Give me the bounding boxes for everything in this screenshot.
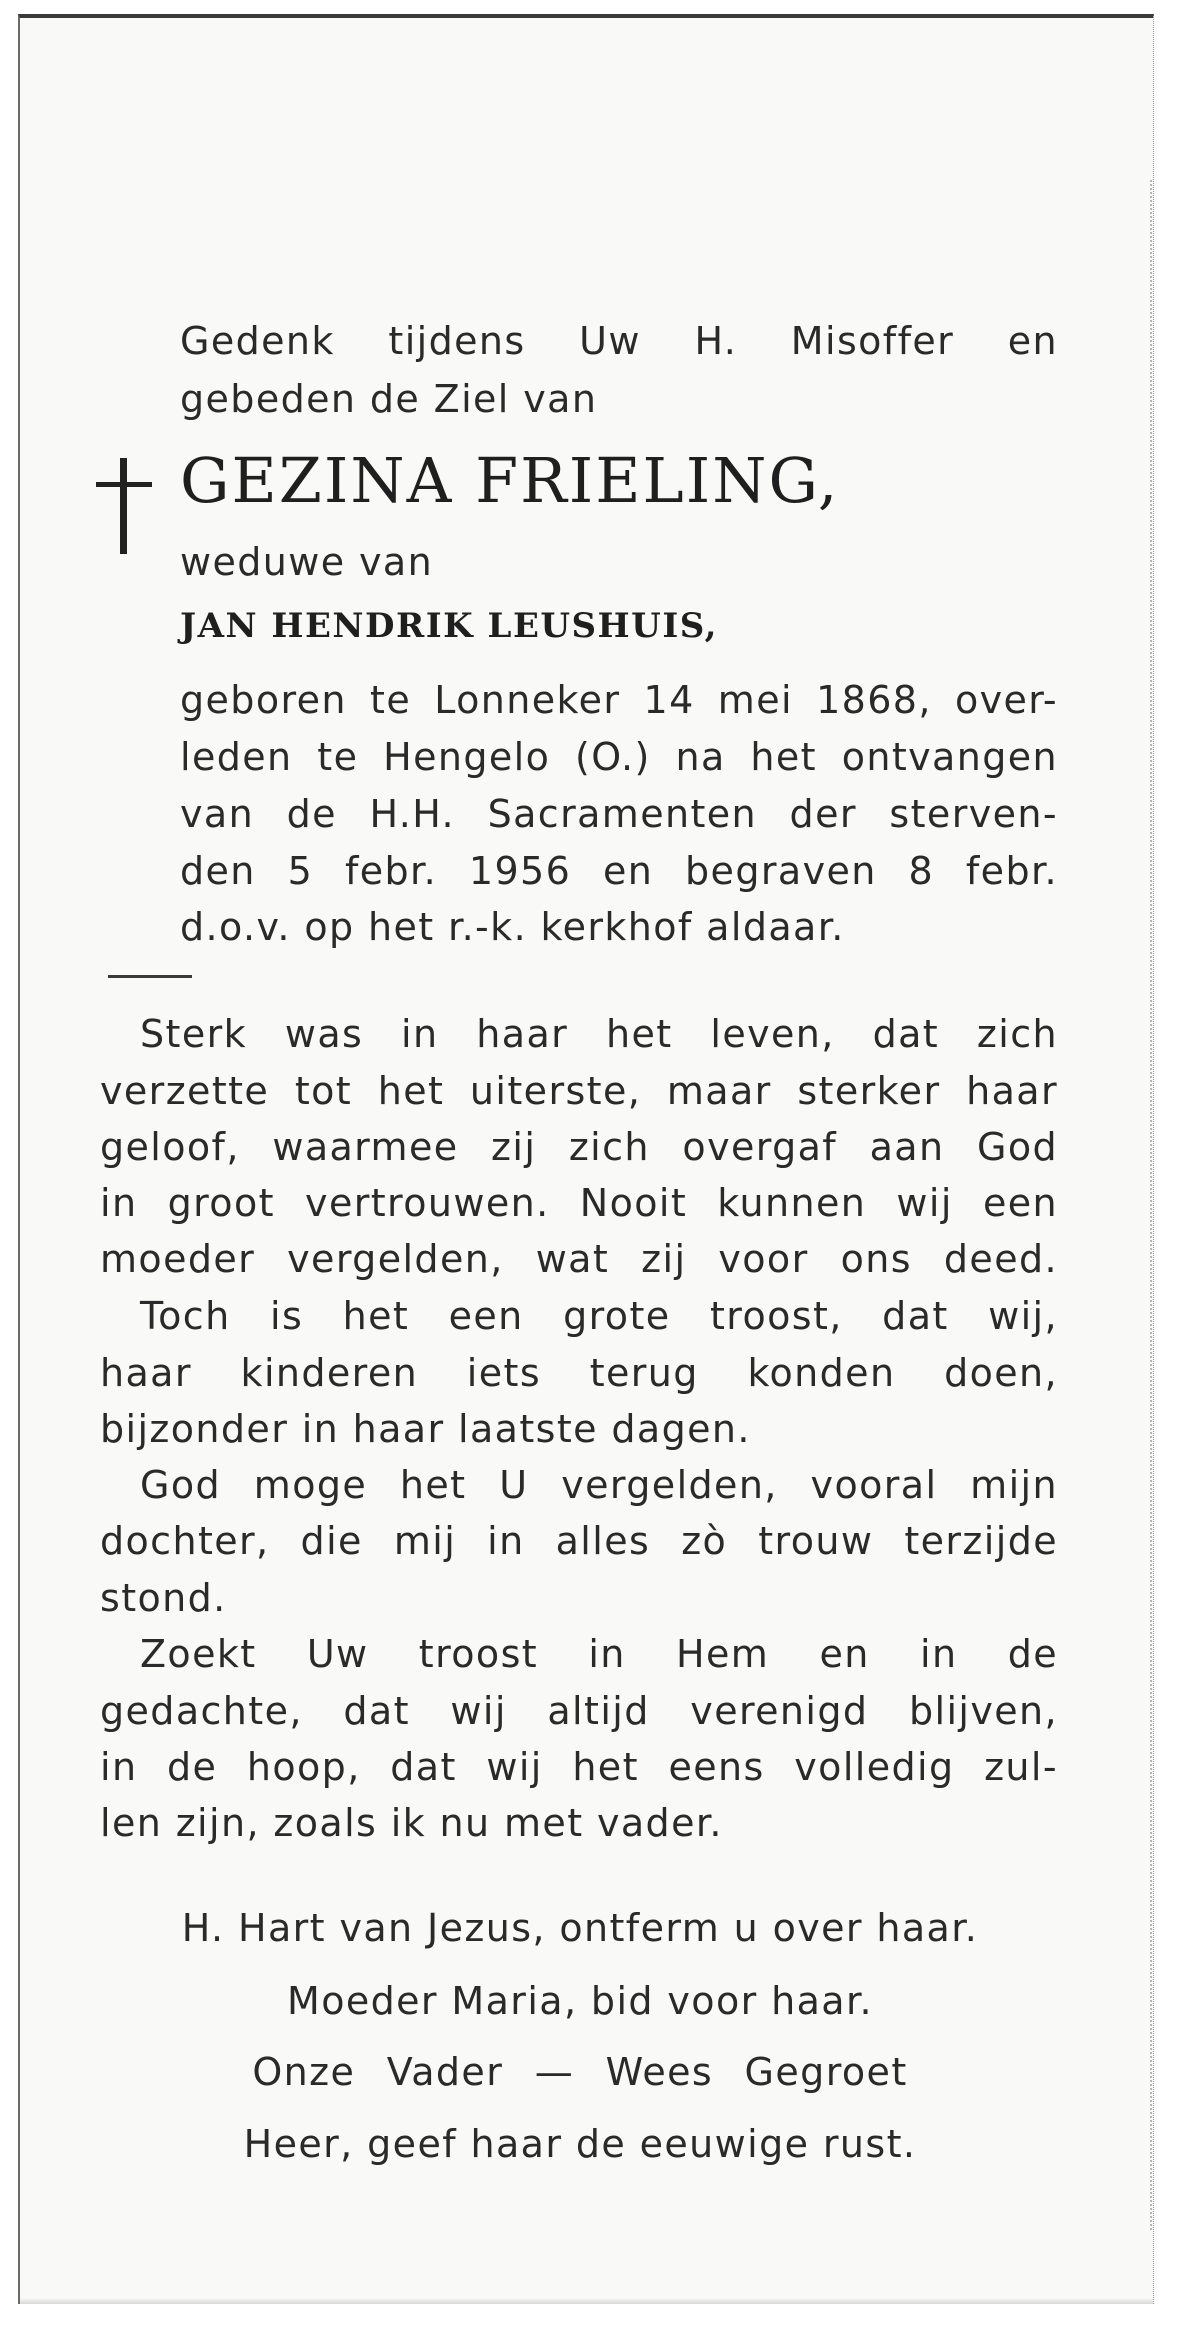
card-edge-shadow [1150,180,1172,2230]
message-line: Sterk was in haar het leven, dat zich [140,1012,1058,1056]
message-line: bijzonder in haar laatste dagen. [100,1407,751,1451]
message-line: moeder vergelden, wat zij voor ons deed. [100,1237,1058,1281]
message-line: dochter, die mij in alles zò trouw terzijde [100,1519,1058,1563]
message-line: Toch is het een grote troost, dat wij, [140,1294,1058,1338]
prayer-line: H. Hart van Jezus, ontferm u over haar. [181,1906,979,1950]
intro-line-2: gebeden de Ziel van [180,377,598,421]
spouse-name: JAN HENDRIK LEUSHUIS, [180,606,718,646]
message-line: stond. [100,1576,227,1620]
biography-line: geboren te Lonneker 14 mei 1868, over- [180,678,1058,722]
deceased-name: GEZINA FRIELING, [180,444,840,517]
message-line: gedachte, dat wij altijd verenigd blijven, [100,1689,1058,1733]
message-line: geloof, waarmee zij zich overgaf aan God [100,1125,1058,1169]
message-line: in de hoop, dat wij het eens volledig zul- [100,1745,1058,1789]
message-line: Zoekt Uw troost in Hem en in de [140,1632,1058,1676]
message-line: len zijn, zoals ik nu met vader. [100,1801,723,1845]
biography-line: van de H.H. Sacramenten der sterven- [180,792,1058,836]
biography-line: den 5 febr. 1956 en begraven 8 febr. [180,849,1058,893]
biography-line: d.o.v. op het r.-k. kerkhof aldaar. [180,905,845,949]
message-line: verzette tot het uiterste, maar sterker haar [100,1069,1058,1113]
prayer-line: Moeder Maria, bid voor haar. [287,1979,873,2023]
message-line: God moge het U vergelden, vooral mijn [140,1463,1058,1507]
intro-line-1: Gedenk tijdens Uw H. Misoffer en [180,319,1058,363]
biography-line: leden te Hengelo (O.) na het ontvangen [180,735,1058,779]
message-line: haar kinderen iets terug konden doen, [100,1351,1058,1395]
prayer-line: Onze Vader — Wees Gegroet [252,2050,908,2094]
prayer-line: Heer, geef haar de eeuwige rust. [243,2122,917,2166]
message-line: in groot vertrouwen. Nooit kunnen wij een [100,1181,1058,1225]
relation-label: weduwe van [180,540,434,584]
latin-cross-icon [96,458,152,554]
section-divider [108,975,192,978]
